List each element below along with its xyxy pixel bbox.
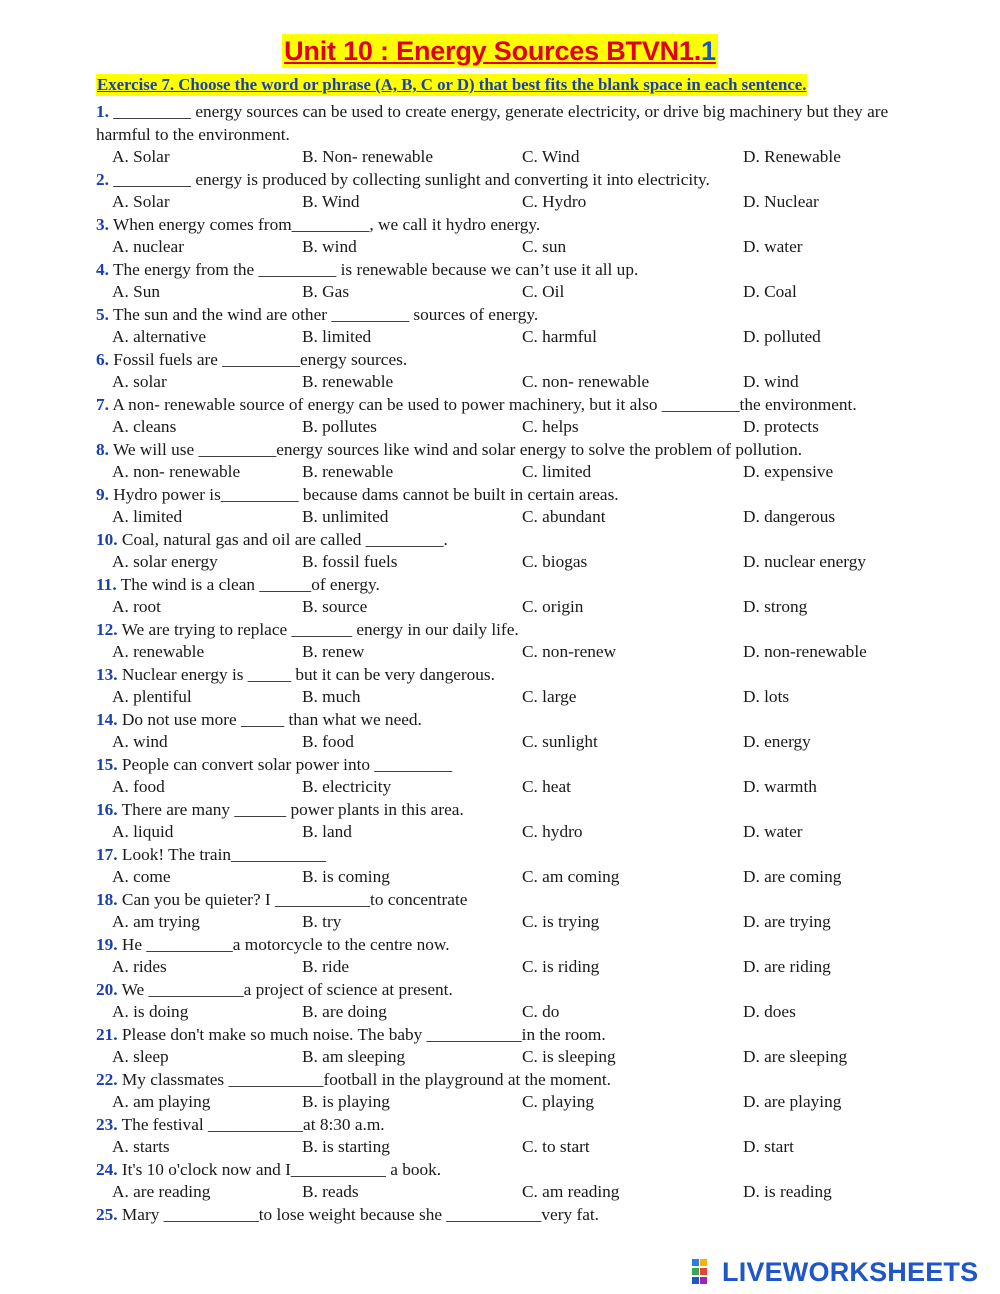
answer-option-b[interactable]: B. pollutes <box>302 417 377 436</box>
question-number: 14. <box>96 709 118 729</box>
question-sentence: We ___________a project of science at present. <box>117 979 453 999</box>
answer-option-a[interactable]: A. am playing <box>112 1092 211 1111</box>
answer-option-c[interactable]: C. Oil <box>522 282 565 301</box>
options-row <box>96 236 936 259</box>
question-sentence: _________ energy sources can be used to create energy, generate electricity, or drive big machinery but they are harmful to the environment. <box>96 102 889 144</box>
answer-option-b[interactable]: B. are doing <box>302 1002 387 1021</box>
answer-option-a[interactable]: A. liquid <box>112 822 174 841</box>
question-list <box>96 101 936 1226</box>
question-text <box>96 664 936 687</box>
answer-option-c[interactable]: C. is sleeping <box>522 1047 616 1066</box>
options-row <box>96 1091 936 1114</box>
question-sentence: He __________a motorcycle to the centre now. <box>117 934 450 954</box>
question-sentence: Look! The train___________ <box>117 844 327 864</box>
answer-option-d[interactable]: D. nuclear energy <box>743 552 866 571</box>
answer-option-d[interactable]: D. water <box>743 822 803 841</box>
options-row <box>96 416 936 439</box>
question-sentence: _________ energy is produced by collecting sunlight and converting it into electricity. <box>108 169 710 189</box>
options-row <box>96 596 936 619</box>
answer-option-c[interactable]: C. hydro <box>522 822 583 841</box>
question-number: 16. <box>96 799 118 819</box>
answer-option-c[interactable]: C. am reading <box>522 1182 620 1201</box>
options-row <box>96 641 936 664</box>
question-text <box>96 619 936 642</box>
options-row <box>96 461 936 484</box>
question-number: 17. <box>96 844 118 864</box>
liveworksheets-logo <box>692 1257 978 1287</box>
answer-option-d[interactable]: D. are trying <box>743 912 831 931</box>
question-sentence: The wind is a clean ______of energy. <box>116 574 380 594</box>
answer-option-a[interactable]: A. Solar <box>112 147 170 166</box>
question-text <box>96 394 936 417</box>
question-number: 11. <box>96 574 117 594</box>
question-number: 13. <box>96 664 118 684</box>
answer-option-c[interactable]: C. harmful <box>522 327 597 346</box>
question-number: 18. <box>96 889 118 909</box>
answer-option-b[interactable]: B. is playing <box>302 1092 390 1111</box>
answer-option-d[interactable]: D. wind <box>743 372 799 391</box>
question-sentence: Please don't make so much noise. The baby ___________in the room. <box>117 1024 606 1044</box>
question-number: 9. <box>96 484 109 504</box>
question-text <box>96 214 936 237</box>
answer-option-b[interactable]: B. is coming <box>302 867 390 886</box>
answer-option-d[interactable]: D. are playing <box>743 1092 842 1111</box>
question-number: 20. <box>96 979 118 999</box>
question-text <box>96 169 936 192</box>
answer-option-c[interactable]: C. playing <box>522 1092 595 1111</box>
answer-option-c[interactable]: C. abundant <box>522 507 606 526</box>
answer-option-a[interactable]: A. plentiful <box>112 687 192 706</box>
options-row <box>96 1181 936 1204</box>
options-row <box>96 1001 936 1024</box>
options-row <box>96 506 936 529</box>
answer-option-d[interactable]: D. does <box>743 1002 796 1021</box>
answer-option-a[interactable]: A. is doing <box>112 1002 189 1021</box>
answer-option-a[interactable]: A. Sun <box>112 282 161 301</box>
answer-option-a[interactable]: A. starts <box>112 1137 170 1156</box>
answer-option-b[interactable]: B. electricity <box>302 777 392 796</box>
answer-option-a[interactable]: A. wind <box>112 732 168 751</box>
question-sentence: Can you be quieter? I ___________to concentrate <box>117 889 468 909</box>
question-number: 7. <box>96 394 109 414</box>
question-number: 5. <box>96 304 109 324</box>
question-sentence: Mary ___________to lose weight because she ___________very fat. <box>117 1204 599 1224</box>
question-number: 1. <box>96 102 109 121</box>
answer-option-d[interactable]: D. water <box>743 237 803 256</box>
answer-option-d[interactable]: D. Coal <box>743 282 797 301</box>
options-row <box>96 1046 936 1069</box>
answer-option-a[interactable]: A. limited <box>112 507 183 526</box>
answer-option-d[interactable]: D. are coming <box>743 867 842 886</box>
question-sentence: There are many ______ power plants in this area. <box>117 799 464 819</box>
liveworksheets-logo-icon <box>692 1259 716 1285</box>
answer-option-a[interactable]: A. come <box>112 867 171 886</box>
answer-option-c[interactable]: C. origin <box>522 597 584 616</box>
answer-option-b[interactable]: B. much <box>302 687 361 706</box>
answer-option-d[interactable]: D. protects <box>743 417 819 436</box>
answer-option-c[interactable]: C. Hydro <box>522 192 587 211</box>
answer-option-a[interactable]: A. cleans <box>112 417 177 436</box>
question-text <box>96 754 936 777</box>
answer-option-c[interactable]: C. limited <box>522 462 592 481</box>
answer-option-c[interactable]: C. large <box>522 687 577 706</box>
answer-option-d[interactable]: D. lots <box>743 687 790 706</box>
question-text <box>96 484 936 507</box>
question-number: 4. <box>96 259 109 279</box>
answer-option-c[interactable]: C. do <box>522 1002 560 1021</box>
answer-option-a[interactable]: A. root <box>112 597 161 616</box>
question-text <box>96 259 936 282</box>
answer-option-b[interactable]: B. wind <box>302 237 357 256</box>
title-main: Unit 10 : Energy Sources BTVN1. <box>284 36 702 66</box>
answer-option-b[interactable]: B. land <box>302 822 352 841</box>
question-text <box>96 304 936 327</box>
answer-option-b[interactable]: B. is starting <box>302 1137 390 1156</box>
question-sentence: Fossil fuels are _________energy sources. <box>108 349 408 369</box>
options-row <box>96 326 936 349</box>
question-sentence: Nuclear energy is _____ but it can be very dangerous. <box>117 664 495 684</box>
question-number: 3. <box>96 214 109 234</box>
answer-option-b[interactable]: B. try <box>302 912 342 931</box>
answer-option-a[interactable]: A. solar energy <box>112 552 218 571</box>
answer-option-c[interactable]: C. to start <box>522 1137 590 1156</box>
question-text <box>96 709 936 732</box>
answer-option-c[interactable]: C. is trying <box>522 912 600 931</box>
question-number: 24. <box>96 1159 118 1179</box>
answer-option-a[interactable]: A. non- renewable <box>112 462 241 481</box>
question-text <box>96 101 936 146</box>
answer-option-c[interactable]: C. am coming <box>522 867 620 886</box>
options-row <box>96 551 936 574</box>
answer-option-b[interactable]: B. renewable <box>302 372 394 391</box>
answer-option-c[interactable]: C. Wind <box>522 147 580 166</box>
answer-option-d[interactable]: D. dangerous <box>743 507 836 526</box>
options-row <box>96 191 936 214</box>
options-row <box>96 956 936 979</box>
answer-option-d[interactable]: D. start <box>743 1137 794 1156</box>
question-text <box>96 889 936 912</box>
answer-option-d[interactable]: D. are riding <box>743 957 831 976</box>
options-row <box>96 776 936 799</box>
question-number: 22. <box>96 1069 118 1089</box>
question-text <box>96 799 936 822</box>
answer-option-c[interactable]: C. sun <box>522 237 567 256</box>
options-row <box>96 1136 936 1159</box>
question-sentence: We are trying to replace _______ energy in our daily life. <box>117 619 519 639</box>
answer-option-c[interactable]: C. helps <box>522 417 579 436</box>
options-row <box>96 911 936 934</box>
answer-option-c[interactable]: C. non-renew <box>522 642 617 661</box>
question-text <box>96 934 936 957</box>
answer-option-b[interactable]: B. Non- renewable <box>302 147 434 166</box>
answer-option-c[interactable]: C. sunlight <box>522 732 598 751</box>
question-text <box>96 844 936 867</box>
answer-option-d[interactable]: D. non-renewable <box>743 642 867 661</box>
question-number: 25. <box>96 1204 118 1224</box>
question-sentence: People can convert solar power into _________ <box>117 754 453 774</box>
answer-option-c[interactable]: C. is riding <box>522 957 600 976</box>
title-suffix: 1 <box>701 36 716 66</box>
answer-option-a[interactable]: A. food <box>112 777 165 796</box>
answer-option-a[interactable]: A. Solar <box>112 192 170 211</box>
options-row <box>96 821 936 844</box>
question-number: 6. <box>96 349 109 369</box>
question-text <box>96 529 936 552</box>
answer-option-d[interactable]: D. is reading <box>743 1182 832 1201</box>
question-text <box>96 1069 936 1092</box>
answer-option-a[interactable]: A. solar <box>112 372 167 391</box>
question-text <box>96 1024 936 1047</box>
answer-option-b[interactable]: B. am sleeping <box>302 1047 406 1066</box>
answer-option-b[interactable]: B. reads <box>302 1182 359 1201</box>
question-sentence: The festival ___________at 8:30 a.m. <box>117 1114 385 1134</box>
question-sentence: Do not use more _____ than what we need. <box>117 709 422 729</box>
answer-option-a[interactable]: A. alternative <box>112 327 207 346</box>
answer-option-c[interactable]: C. heat <box>522 777 571 796</box>
options-row <box>96 146 936 169</box>
question-sentence: It's 10 o'clock now and I___________ a book. <box>117 1159 442 1179</box>
question-number: 8. <box>96 439 109 459</box>
answer-option-b[interactable]: B. renewable <box>302 462 394 481</box>
options-row <box>96 686 936 709</box>
answer-option-b[interactable]: B. ride <box>302 957 350 976</box>
options-row <box>96 281 936 304</box>
answer-option-b[interactable]: B. limited <box>302 327 372 346</box>
answer-option-d[interactable]: D. warmth <box>743 777 817 796</box>
answer-option-b[interactable]: B. unlimited <box>302 507 389 526</box>
question-sentence: Hydro power is_________ because dams cannot be built in certain areas. <box>108 484 619 504</box>
answer-option-c[interactable]: C. non- renewable <box>522 372 650 391</box>
question-number: 10. <box>96 529 118 549</box>
question-text <box>96 349 936 372</box>
question-sentence: My classmates ___________football in the playground at the moment. <box>117 1069 612 1089</box>
question-text <box>96 439 936 462</box>
question-number: 23. <box>96 1114 118 1134</box>
question-text <box>96 1159 936 1182</box>
answer-option-d[interactable]: D. Renewable <box>743 147 841 166</box>
question-sentence: The energy from the _________ is renewable because we can’t use it all up. <box>108 259 639 279</box>
answer-option-d[interactable]: D. expensive <box>743 462 834 481</box>
question-number: 2. <box>96 169 109 189</box>
answer-option-a[interactable]: A. nuclear <box>112 237 184 256</box>
answer-option-d[interactable]: D. Nuclear <box>743 192 819 211</box>
options-row <box>96 866 936 889</box>
question-text <box>96 1114 936 1137</box>
answer-option-d[interactable]: D. are sleeping <box>743 1047 848 1066</box>
question-sentence: Coal, natural gas and oil are called _________. <box>117 529 448 549</box>
answer-option-b[interactable]: B. fossil fuels <box>302 552 398 571</box>
answer-option-c[interactable]: C. biogas <box>522 552 588 571</box>
answer-option-b[interactable]: B. renew <box>302 642 365 661</box>
title-wrapper <box>0 34 1000 68</box>
answer-option-a[interactable]: A. rides <box>112 957 167 976</box>
exercise-instruction: Exercise 7. Choose the word or phrase (A, B, C or D) that best fits the blank space in each sentence. <box>97 75 807 94</box>
logo-text: LIVEWORKSHEETS <box>722 1256 979 1287</box>
page-title <box>282 34 718 68</box>
question-text <box>96 979 936 1002</box>
question-text <box>96 1204 936 1227</box>
answer-option-a[interactable]: A. am trying <box>112 912 200 931</box>
answer-option-b[interactable]: B. Wind <box>302 192 360 211</box>
options-row <box>96 371 936 394</box>
question-number: 19. <box>96 934 118 954</box>
answer-option-b[interactable]: B. food <box>302 732 354 751</box>
question-sentence: We will use _________energy sources like wind and solar energy to solve the problem of pollution. <box>108 439 803 459</box>
answer-option-d[interactable]: D. polluted <box>743 327 821 346</box>
answer-option-a[interactable]: A. are reading <box>112 1182 211 1201</box>
answer-option-a[interactable]: A. sleep <box>112 1047 169 1066</box>
question-number: 21. <box>96 1024 118 1044</box>
question-sentence: A non- renewable source of energy can be used to power machinery, but it also _________the environment. <box>108 394 857 414</box>
options-row <box>96 731 936 754</box>
answer-option-d[interactable]: D. energy <box>743 732 811 751</box>
answer-option-b[interactable]: B. source <box>302 597 368 616</box>
question-number: 12. <box>96 619 118 639</box>
question-number: 15. <box>96 754 118 774</box>
question-sentence: The sun and the wind are other _________ sources of energy. <box>108 304 539 324</box>
question-text <box>96 574 936 597</box>
answer-option-b[interactable]: B. Gas <box>302 282 350 301</box>
answer-option-d[interactable]: D. strong <box>743 597 808 616</box>
answer-option-a[interactable]: A. renewable <box>112 642 205 661</box>
question-sentence: When energy comes from_________, we call it hydro energy. <box>108 214 541 234</box>
